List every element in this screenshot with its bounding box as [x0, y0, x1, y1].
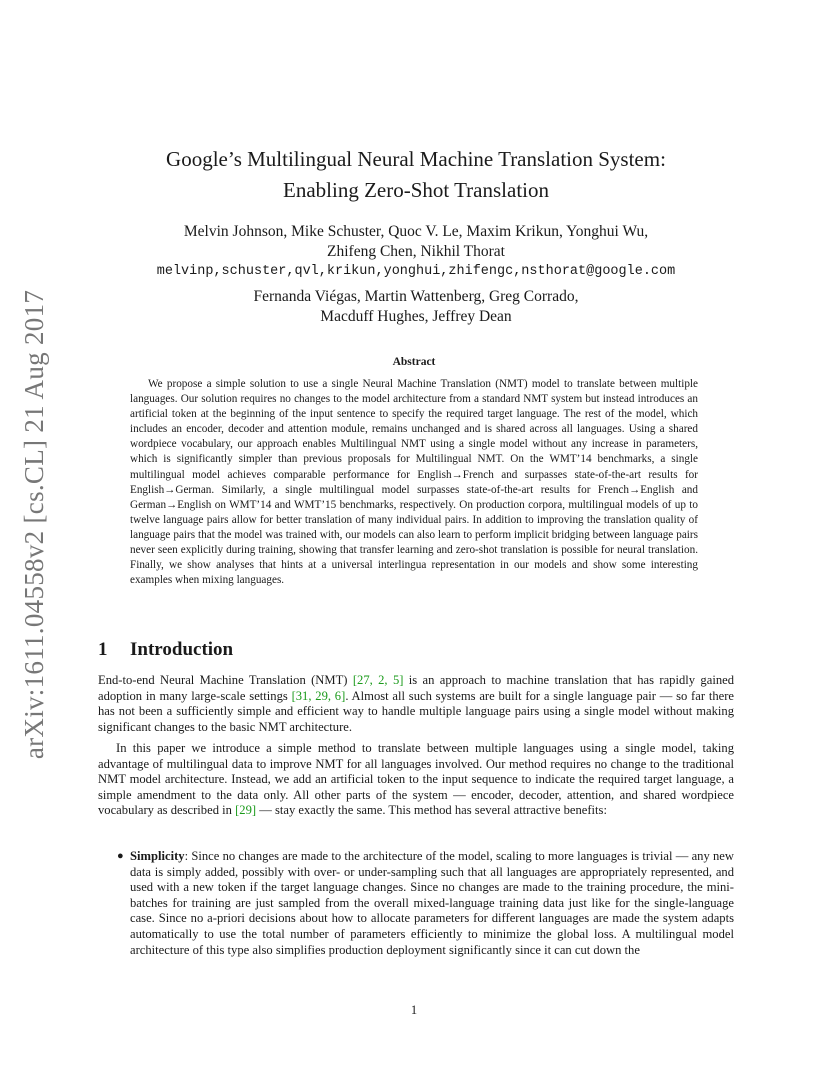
- citation-link-29[interactable]: [29]: [235, 803, 257, 818]
- intro-paragraph-1: [98, 673, 734, 735]
- intro-p1-text-c: . Almost all such systems are built for a single language pair — so far there has not been a sufficiently simple and efficient way to handle multiple language pairs using a single model without making significant changes to the basic NMT architecture.: [98, 688, 734, 734]
- citation-link-27-2-5[interactable]: [27, 2, 5]: [352, 673, 404, 687]
- title-line-1: Google’s Multilingual Neural Machine Translation System:: [166, 147, 666, 171]
- author-line-4: Macduff Hughes, Jeffrey Dean: [320, 308, 512, 325]
- page-number: 1: [410, 1003, 418, 1017]
- bullet-label: Simplicity: [130, 849, 185, 863]
- author-emails: melvinp,schuster,qvl,krikun,yonghui,zhifengc,nsthorat@google.com: [156, 264, 676, 279]
- benefits-list: [117, 849, 734, 958]
- author-block-1: [98, 222, 734, 282]
- intro-p2-text-b: — stay exactly the same. This method has several attractive benefits:: [256, 803, 607, 818]
- section-heading-introduction: [98, 639, 233, 661]
- title-line-2: Enabling Zero-Shot Translation: [283, 178, 549, 202]
- author-line-2: Zhifeng Chen, Nikhil Thorat: [327, 243, 505, 260]
- intro-p1-text-b: is an approach to machine translation that has rapidly gained adoption in many large-scale settings: [98, 673, 734, 703]
- author-line-1: Melvin Johnson, Mike Schuster, Quoc V. Le, Maxim Krikun, Yonghui Wu,: [183, 223, 649, 240]
- intro-p2-text-a: In this paper we introduce a simple method to translate between multiple languages using a single model, taking advantage of multilingual data to improve NMT for all languages involved. Our method requires no change to the traditional NMT model architecture. Instead, we add an artificial token to the input sequence to indicate the required target language, a simple amendment to the data only. All other parts of the system — encoder, decoder, attention, and shared wordpiece vocabulary as described in: [98, 741, 734, 818]
- author-block-2: [98, 287, 734, 327]
- section-number: 1: [98, 639, 108, 660]
- author-line-3: Fernanda Viégas, Martin Wattenberg, Greg Corrado,: [253, 288, 579, 305]
- intro-paragraph-2: [98, 741, 734, 819]
- intro-p1-text-a: End-to-end Neural Machine Translation (NMT): [98, 673, 353, 687]
- list-item-simplicity: [117, 849, 734, 958]
- bullet-icon: ●: [117, 850, 124, 862]
- abstract-heading: Abstract: [392, 356, 436, 368]
- section-title: Introduction: [130, 639, 234, 660]
- bullet-text: : Since no changes are made to the architecture of the model, scaling to more languages is trivial — any new data is simply added, possibly with over- or under-sampling such that all languages are appropriately represented, and used with a new token if the target language changes. Since no changes are made to the training procedure, the mini-batches for training are just sampled from the overall mixed-language training data just like for the single-language case. Since no a-priori decisions about how to allocate parameters for different languages are made the system adapts automatically to use the total number of parameters efficiently to minimize the global loss. A multilingual model architecture of this type also simplifies production deployment significantly since it can cut down the: [130, 849, 734, 957]
- arxiv-identifier-text: arXiv:1611.04558v2 [cs.CL] 21 Aug 2017: [19, 289, 50, 759]
- citation-link-31-29-6[interactable]: [31, 29, 6]: [291, 688, 346, 703]
- abstract-text: We propose a simple solution to use a single Neural Machine Translation (NMT) model to translate between multiple languages. Our solution requires no changes to the model architecture from a standard NMT system but instead introduces an artificial token at the beginning of the input sentence to specify the required target language. The rest of the model, which includes an encoder, decoder and attention module, remains unchanged and is shared across all languages. Using a shared wordpiece vocabulary, our approach enables Multilingual NMT using a single model without any increase in parameters, which is significantly simpler than previous proposals for Multilingual NMT. On the WMT’14 benchmarks, a single multilingual model achieves comparable performance for English→French and surpasses state-of-the-art results for English→German. Similarly, a single multilingual model surpasses state-of-the-art results for French→English and German→English on WMT’14 and WMT’15 benchmarks, respectively. On production corpora, multilingual models of up to twelve language pairs allow for better translation of many individual pairs. In addition to improving the translation quality of language pairs that the model was trained with, our models can also learn to perform implicit bridging between language pairs never seen explicitly during training, showing that transfer learning and zero-shot translation is possible for neural translation. Finally, we show analyses that hints at a universal interlingua representation in our models and show some interesting examples when mixing languages.: [130, 378, 698, 587]
- paper-title: [98, 144, 734, 206]
